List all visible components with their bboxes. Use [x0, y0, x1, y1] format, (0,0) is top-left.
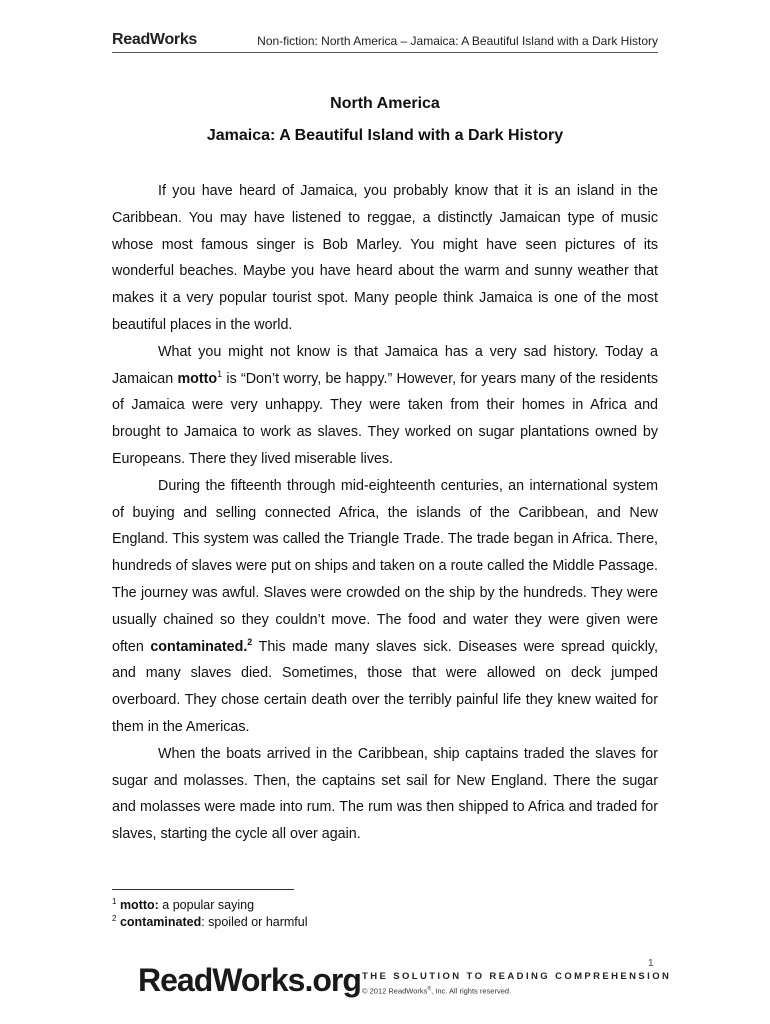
- page-header: [112, 30, 658, 53]
- paragraph-1: If you have heard of Jamaica, you probably know that it is an island in the Caribbean. You may have listened to reggae, a distinctly Jamaican type of music whose most famous singer is Bob Marley. You might have seen pictures of its wonderful beaches. Maybe you have heard about the warm and sunny weather that makes it a very popular tourist spot. Many people think Jamaica is one of the most beautiful places in the world.: [112, 183, 658, 333]
- footnote-definition: a popular saying: [158, 898, 255, 912]
- article-body: [112, 178, 658, 848]
- paragraph-3-text-b: This made many slaves sick. Diseases were spread quickly, and many slaves died. Sometimes, those that were allowed on deck jumped overboard. They chose certain death over the terribly painful life they knew waited for them in the Americas.: [112, 638, 658, 735]
- registered-mark: ®: [427, 986, 432, 992]
- vocab-term-punct: .: [243, 638, 248, 655]
- footnote-term: contaminated: [119, 915, 202, 929]
- vocab-term-contaminated-word: contaminated: [150, 638, 244, 655]
- footnote-2: [112, 914, 308, 931]
- footnote-divider: [112, 889, 294, 890]
- copyright-suffix: , Inc. All rights reserved.: [431, 986, 512, 996]
- footnote-number: 2: [112, 913, 117, 923]
- section-title: North America: [330, 95, 440, 112]
- document-title: Jamaica: A Beautiful Island with a Dark History: [206, 127, 564, 144]
- footnote-ref-2: 2: [247, 636, 253, 647]
- paragraph-4: When the boats arrived in the Caribbean, ship captains traded the slaves for sugar and molasses. Then, the captains set sail for New England. There the sugar and molasses were made into rum. The rum was then shipped to Africa and traded for slaves, starting the cycle all over again.: [112, 745, 658, 843]
- paragraph-2-text-a: What you might not know is that Jamaica has a very sad history. Today a Jamaican: [112, 343, 658, 387]
- footnote-term: motto:: [119, 898, 159, 912]
- footnote-ref-1: 1: [217, 368, 223, 379]
- footer-copyright: [362, 986, 511, 996]
- footnotes: [112, 897, 308, 931]
- paragraph-2-text-b: is “Don’t worry, be happy.” However, for years many of the residents of Jamaica were very unhappy. They were taken from their homes in Africa and brought to Jamaica to work as slaves. They worked on sugar plantations owned by Europeans. There they lived miserable lives.: [112, 370, 658, 467]
- vocab-term-motto: motto: [177, 370, 218, 387]
- vocab-term-contaminated: [150, 636, 253, 655]
- paragraph-2: [112, 339, 658, 473]
- paragraph-3: [112, 473, 658, 741]
- footer-logo: ReadWorks.org: [138, 962, 361, 998]
- footnote-definition: : spoiled or harmful: [201, 915, 308, 929]
- header-title: Non-fiction: North America – Jamaica: A Beautiful Island with a Dark History: [257, 34, 658, 48]
- page-number: 1: [648, 958, 654, 969]
- footer-tagline: THE SOLUTION TO READING COMPREHENSION: [362, 971, 672, 982]
- title-block: [112, 93, 658, 147]
- copyright-prefix: © 2012 ReadWorks: [362, 986, 428, 996]
- header-logo: ReadWorks: [112, 31, 198, 48]
- paragraph-3-text-a: During the fifteenth through mid-eighteenth centuries, an international system of buying and selling connected Africa, the islands of the Caribbean, and New England. This system was called the Triangle Trade. The trade began in Africa. There, hundreds of slaves were put on ships and taken on a route called the Middle Passage. The journey was awful. Slaves were crowded on the ship by the hundreds. They were usually chained so they couldn’t move. The food and water they were given were often: [112, 477, 659, 655]
- footnote-1: [112, 897, 308, 914]
- footnote-number: 1: [112, 896, 117, 906]
